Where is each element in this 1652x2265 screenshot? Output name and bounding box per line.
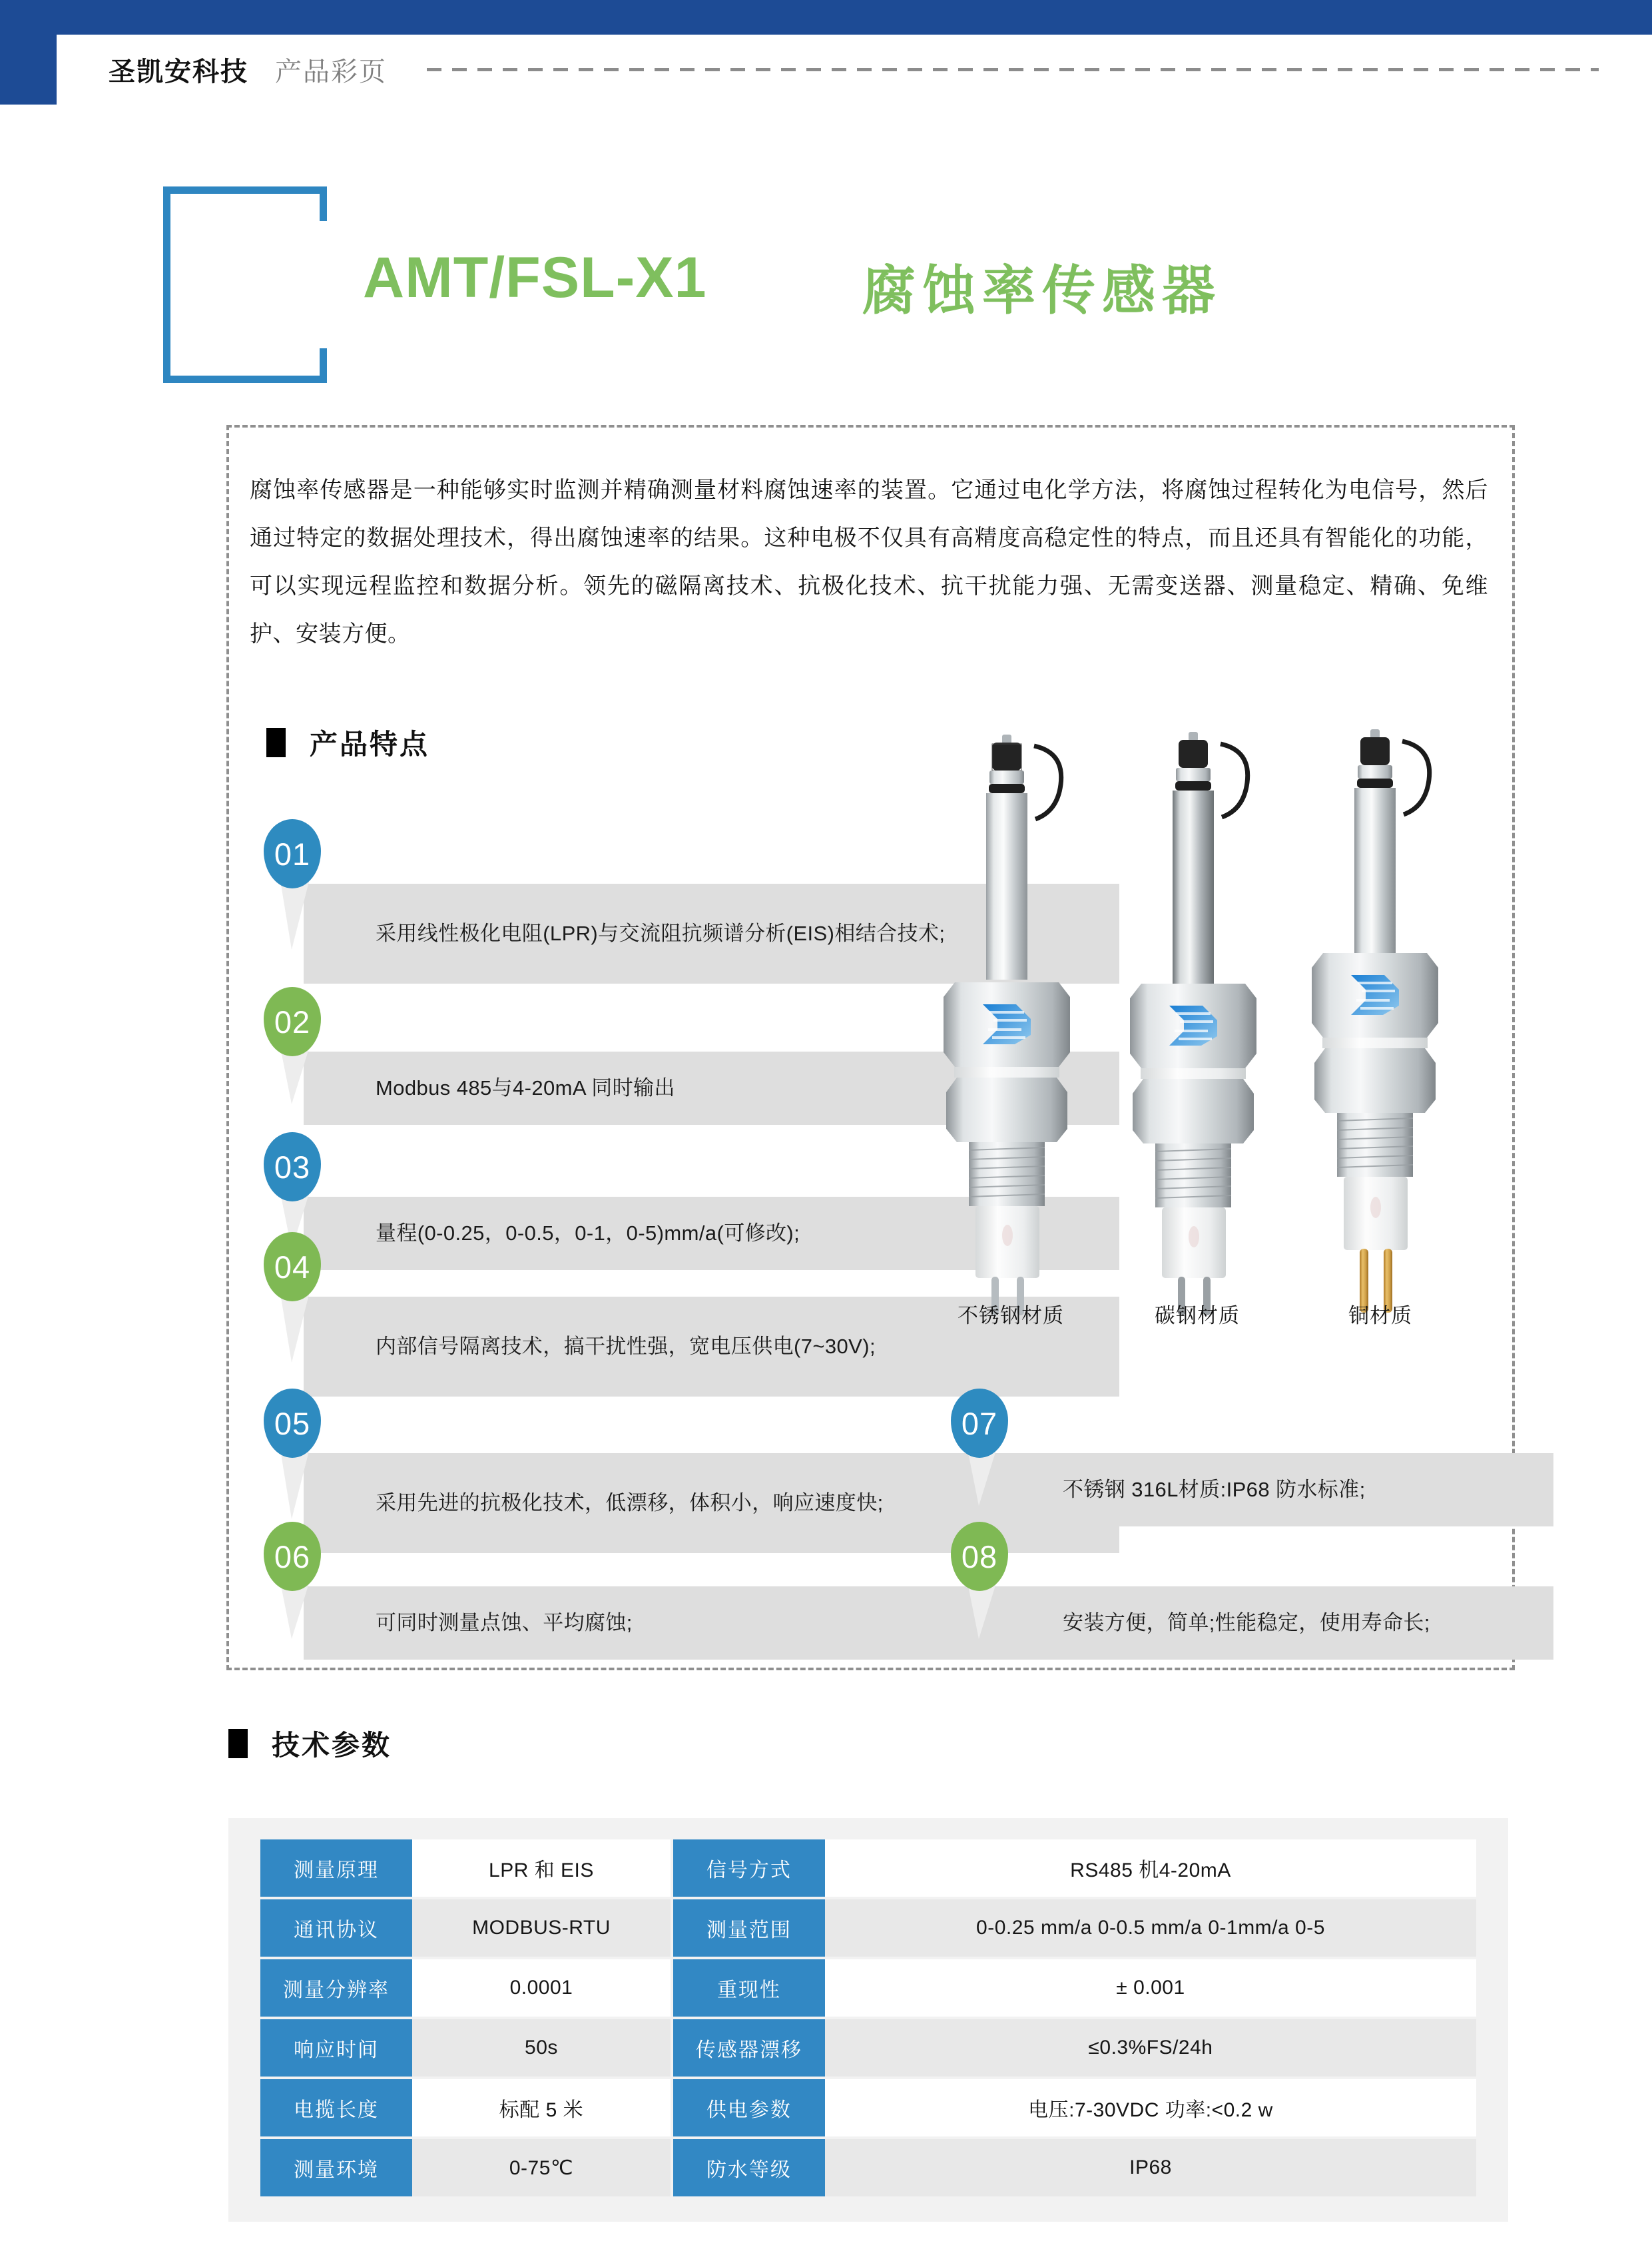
spec-label: 传感器漂移 [673,2019,825,2077]
section-heading-specs [228,1724,392,1764]
spec-label: 通讯协议 [260,1899,412,1957]
product-intro-paragraph: 腐蚀率传感器是一种能够实时监测并精确测量材料腐蚀速率的装置。它通过电化学方法，将腐蚀过程转化为电信号，然后通过特定的数据处理技术，得出腐蚀速率的结果。这种电极不仅具有高精度高稳定性的特点，而且还具有智能化的功能，可以实现远程监控和数据分析。领先的磁隔离技术、抗极化技术、抗干扰能力强、无需变送器、测量稳定、精确、免维护、安装方便。 [250,478,1488,647]
feature-number-badge: 06 [264,1522,321,1591]
feature-text: 量程(0-0.25，0-0.5，0-1，0-5)mm/a(可修改); [376,1221,800,1245]
header-left-accent-strip [0,35,57,105]
spec-label: 响应时间 [260,2019,412,2077]
spec-value: 0-75℃ [412,2139,671,2196]
product-caption: 不锈钢材质 [958,1304,1064,1327]
spec-value: MODBUS-RTU [412,1899,671,1957]
spec-value: 电压:7-30VDC 功率:<0.2 w [825,2079,1476,2136]
technical-parameters-table [228,1818,1508,2222]
product-image-gallery [911,729,1510,1369]
feature-text: 可同时测量点蚀、平均腐蚀; [376,1610,633,1634]
product-name-title: 腐蚀率传感器 [862,261,1222,320]
spec-label: 测量范围 [673,1899,825,1957]
product-model-title: AMT/FSL-X1 [363,246,707,310]
feature-text: 不锈钢 316L材质:IP68 防水标准; [1063,1477,1366,1501]
section-heading-specs-label: 技术参数 [272,1730,392,1761]
spec-value: ≤0.3%FS/24h [825,2019,1476,2077]
spec-label: 测量分辨率 [260,1959,412,2017]
feature-number-badge: 01 [264,819,321,888]
feature-text: 安装方便，简单;性能稳定，使用寿命长; [1063,1610,1430,1634]
sensor-illustration-copper [1297,729,1464,1315]
brand-name: 圣凯安科技 [109,57,248,87]
bullet-square-icon [228,1729,248,1758]
bracket-decoration [163,186,320,383]
spec-label: 供电参数 [673,2079,825,2136]
spec-value: ± 0.001 [825,1959,1476,2017]
spec-label: 测量原理 [260,1839,412,1897]
product-photo-copper [1297,729,1464,1329]
table-row [260,1839,1476,1897]
header-blue-band [0,0,1652,35]
spec-label: 测量环境 [260,2139,412,2196]
feature-text-bar [991,1586,1553,1660]
spec-value: RS485 机4-20mA [825,1839,1476,1897]
table-row [260,1959,1476,2017]
product-caption: 碳钢材质 [1155,1304,1240,1327]
feature-number-badge: 04 [264,1232,321,1301]
feature-text: Modbus 485与4-20mA 同时输出 [376,1076,675,1100]
table-row [260,2079,1476,2136]
spec-value: LPR 和 EIS [412,1839,671,1897]
section-heading-features [266,723,429,763]
feature-number-badge: 03 [264,1132,321,1201]
spec-label: 信号方式 [673,1839,825,1897]
table-row [260,1899,1476,1957]
product-photo-carbon-steel [1114,729,1280,1329]
feature-text: 采用线性极化电阻(LPR)与交流阻抗频谱分析(EIS)相结合技术; [376,921,946,945]
product-caption: 铜材质 [1348,1304,1412,1327]
feature-number-badge: 07 [951,1389,1008,1458]
feature-number-badge: 08 [951,1522,1008,1591]
product-photo-stainless [928,729,1094,1329]
feature-number-badge: 05 [264,1389,321,1458]
sensor-illustration-carbon-steel [1114,729,1280,1315]
document-type-label: 产品彩页 [275,57,387,87]
section-heading-features-label: 产品特点 [310,729,430,760]
spec-value: 0.0001 [412,1959,671,2017]
spec-label: 电揽长度 [260,2079,412,2136]
header-dashed-rule [427,68,1599,71]
feature-number-badge: 02 [264,987,321,1056]
spec-label: 防水等级 [673,2139,825,2196]
bullet-square-icon [266,728,286,757]
table-row [260,2019,1476,2077]
spec-value: 标配 5 米 [412,2079,671,2136]
feature-text-bar [991,1453,1553,1526]
spec-label: 重现性 [673,1959,825,2017]
header-row [57,35,1652,105]
spec-value: IP68 [825,2139,1476,2196]
spec-value: 50s [412,2019,671,2077]
table-row [260,2139,1476,2196]
feature-text: 内部信号隔离技术，搞干扰性强，宽电压供电(7~30V); [376,1334,876,1358]
sensor-illustration-stainless [928,729,1094,1315]
spec-value: 0-0.25 mm/a 0-0.5 mm/a 0-1mm/a 0-5 [825,1899,1476,1957]
title-block [163,186,1535,383]
specs-table [260,1837,1476,2199]
feature-text: 采用先进的抗极化技术，低漂移，体积小，响应速度快; [376,1490,884,1514]
